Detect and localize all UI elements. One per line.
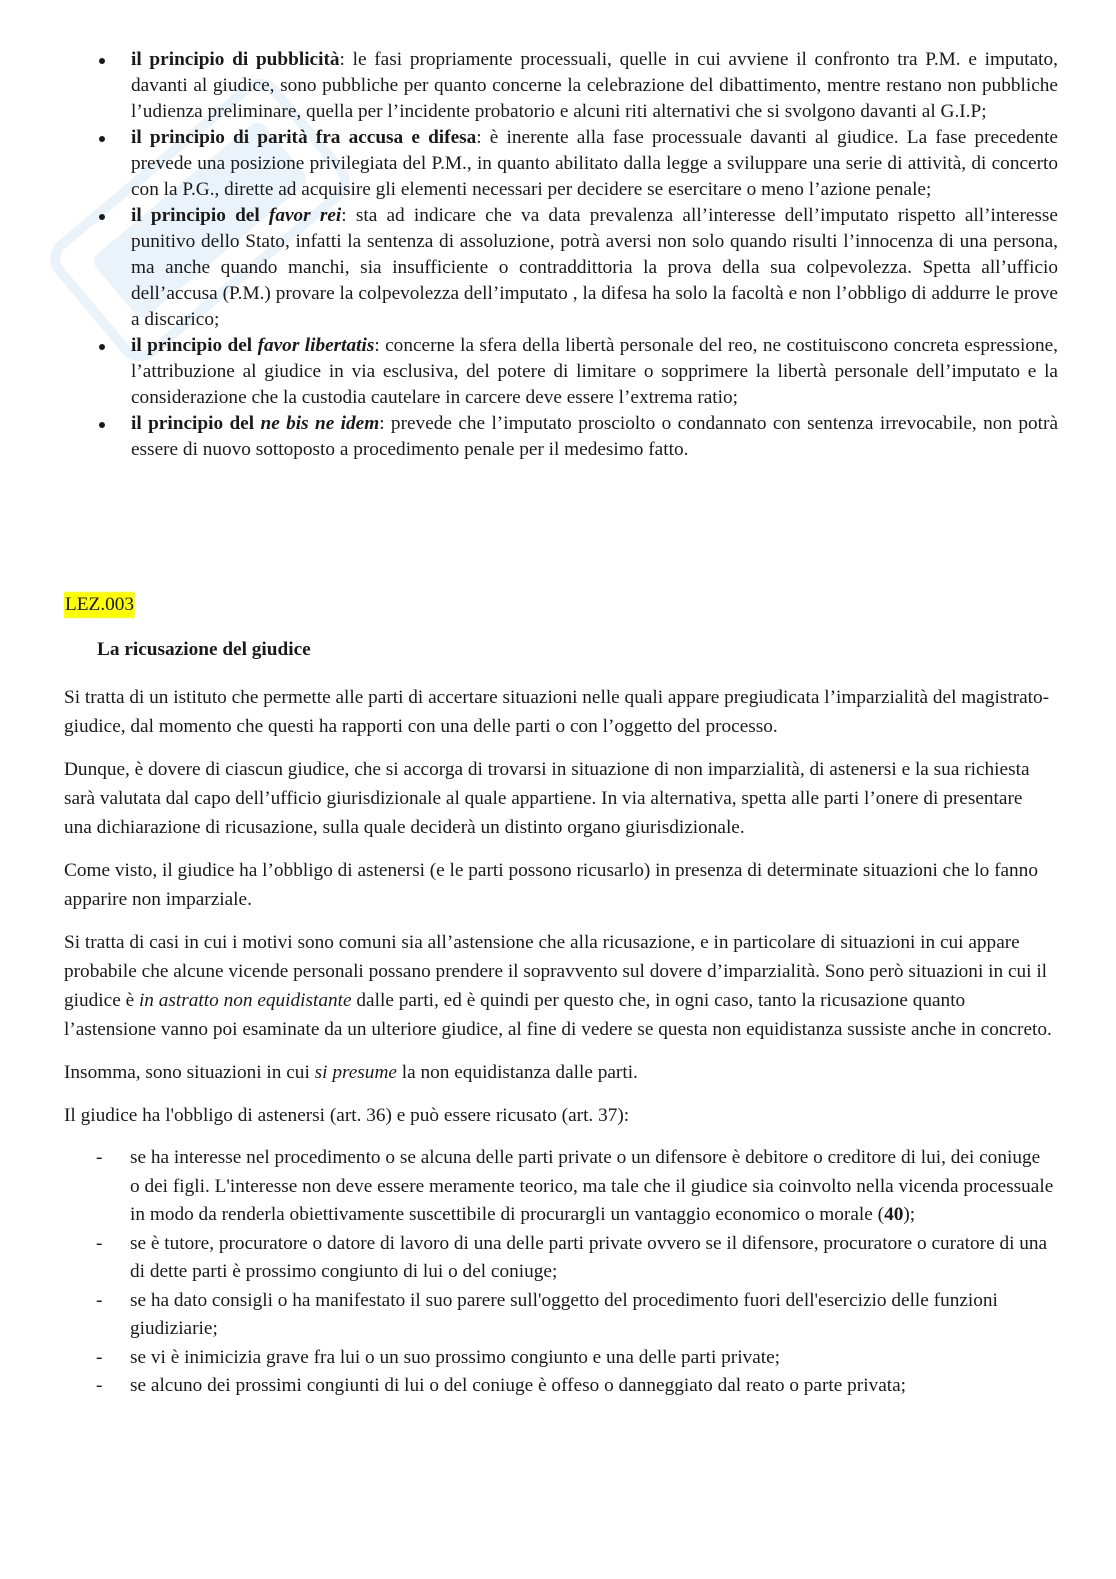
principle-description: : prevede che l’imputato prosciolto o condannato con sentenza irrevocabile, non potrà essere di nuovo sottoposto a procedimento penale per il medesimo fatto. bbox=[131, 413, 1059, 460]
principle-description: : sta ad indicare che va data prevalenza all’interesse dell’imputato rispetto all’interesse punitivo dello Stato, infatti la sentenza di assoluzione, potrà aversi non solo quando risulti l’innocenza di una persona, ma anche quando manchi, sia insufficiente o contraddittoria la prova della sua colpevolezza. Spetta all’ufficio dell’accusa (P.M.) provare la colpevolezza dell’imputato , la difesa ha solo la facoltà e non l’obbligo di addurre le prove a discarico; bbox=[131, 205, 1058, 330]
principles-list bbox=[96, 47, 1058, 463]
principle-description: : le fasi propriamente processuali, quelle in cui avviene il confronto tra P.M. e imputato, davanti al giudice, sono pubbliche per quanto concerne la celebrazione del dibattimento, mentre restano non pubbliche l’udienza preliminare, quella per l’incidente probatorio e alcuni riti alternativi che si svolgono davanti al G.I.P; bbox=[131, 49, 1058, 122]
bullet-icon bbox=[99, 58, 105, 64]
bullet-icon bbox=[99, 214, 105, 220]
body-text bbox=[64, 683, 1054, 1401]
grounds-list bbox=[64, 1144, 1054, 1401]
bullet-icon bbox=[99, 136, 105, 142]
list-item: - se vi è inimicizia grave fra lui o un suo prossimo congiunto e una delle parti private; bbox=[64, 1344, 1054, 1373]
principle-term-italic: favor rei bbox=[268, 205, 342, 226]
list-item: - se alcuno dei prossimi congiunti di lui o del coniuge è offeso o danneggiato dal reato o parte privata; bbox=[64, 1372, 1054, 1401]
principle-term: il principio di pubblicità bbox=[131, 49, 340, 70]
bullet-icon bbox=[99, 344, 105, 350]
paragraph: Insomma, sono situazioni in cui si presume la non equidistanza dalle parti. bbox=[64, 1062, 638, 1083]
principle-term: il principio del bbox=[131, 335, 258, 356]
dash-marker: - bbox=[96, 1232, 103, 1254]
paragraph: Si tratta di casi in cui i motivi sono comuni sia all’astensione che alla ricusazione, e in particolare di situazioni in cui appare probabile che alcune vicende personali possano prendere il sopravvento sul dovere d’imparzialità. Sono però situazioni in cui il giudice è in astratto non equidistante dalle parti, ed è quindi per questo che, in ogni caso, tanto la ricusazione quanto l’astensione vanno poi esaminate da un ulteriore giudice, al fine di vedere se questa non equidistanza sussiste anche in concreto. bbox=[64, 932, 1052, 1040]
list-item bbox=[96, 125, 1058, 203]
list-item: - se ha interesse nel procedimento o se alcuna delle parti private o un difensore è debitore o creditore di lui, dei coniuge o dei figli. L'interesse non deve essere meramente teorico, ma tale che il giudice sia coinvolto nella vicenda processuale in modo da renderla obiettivamente suscettibile di procurargli un vantaggio economico o morale (40); bbox=[64, 1144, 1054, 1230]
dash-marker: - bbox=[96, 1147, 103, 1168]
list-item: - se ha dato consigli o ha manifestato il suo parere sull'oggetto del procedimento fuori dell'esercizio delle funzioni giudiziarie; bbox=[64, 1287, 1054, 1344]
list-item: - se è tutore, procuratore o datore di lavoro di una delle parti private ovvero se il difensore, procuratore o curatore di una di dette parti è prossimo congiunto di lui o del coniuge; bbox=[64, 1230, 1054, 1287]
dash-marker: - bbox=[96, 1346, 103, 1368]
paragraph: Si tratta di un istituto che permette alle parti di accertare situazioni nelle quali appare pregiudicata l’imparzialità del magistrato-giudice, dal momento che questi ha rapporti con una delle parti o con l’oggetto del processo. bbox=[64, 687, 1050, 737]
emphasis: si presume bbox=[314, 1062, 397, 1083]
principle-term-italic: favor libertatis bbox=[257, 335, 375, 356]
dash-marker: - bbox=[96, 1289, 103, 1311]
principle-term: il principio del bbox=[131, 205, 269, 226]
reference-number: 40 bbox=[884, 1204, 904, 1225]
principle-term: il principio del bbox=[131, 413, 261, 434]
principle-description: : è inerente alla fase processuale davanti al giudice. La fase precedente prevede una posizione privilegiata del P.M., in quanto abilitato dalla legge a sviluppare una serie di attività, di concerto con la P.G., dirette ad acquisire gli elementi necessari per decidere se esercitare o meno l’azione penale; bbox=[131, 127, 1058, 200]
list-item bbox=[96, 47, 1058, 125]
principle-term: il principio di parità fra accusa e difesa bbox=[131, 127, 477, 148]
section-title: La ricusazione del giudice bbox=[97, 639, 311, 660]
principle-description: : concerne la sfera della libertà personale del reo, ne costituiscono concreta espressione, l’attribuzione al giudice in via esclusiva, del potere di limitare o sopprimere la libertà personale dell’imputato e la considerazione che la custodia cautelare in carcere deve essere l’extrema ratio; bbox=[131, 335, 1058, 408]
list-item bbox=[96, 333, 1058, 411]
dash-marker: - bbox=[96, 1375, 103, 1396]
list-item bbox=[96, 411, 1058, 463]
paragraph: Dunque, è dovere di ciascun giudice, che si accorga di trovarsi in situazione di non imparzialità, di astenersi e la sua richiesta sarà valutata dal capo dell’ufficio giurisdizionale al quale appartiene. In via alternativa, spetta alle parti l’onere di presentare una dichiarazione di ricusazione, sulla quale deciderà un distinto organo giurisdizionale. bbox=[64, 759, 1030, 838]
bullet-icon bbox=[99, 422, 105, 428]
lesson-label: LEZ.003 bbox=[64, 592, 135, 618]
paragraph: Il giudice ha l'obbligo di astenersi (art. 36) e può essere ricusato (art. 37): bbox=[64, 1105, 630, 1126]
list-item bbox=[96, 203, 1058, 333]
emphasis: in astratto non equidistante bbox=[138, 990, 352, 1011]
paragraph: Come visto, il giudice ha l’obbligo di astenersi (e le parti possono ricusarlo) in presenza di determinate situazioni che lo fanno apparire non imparziale. bbox=[64, 860, 1038, 910]
principle-term-italic: ne bis ne idem bbox=[260, 413, 380, 434]
